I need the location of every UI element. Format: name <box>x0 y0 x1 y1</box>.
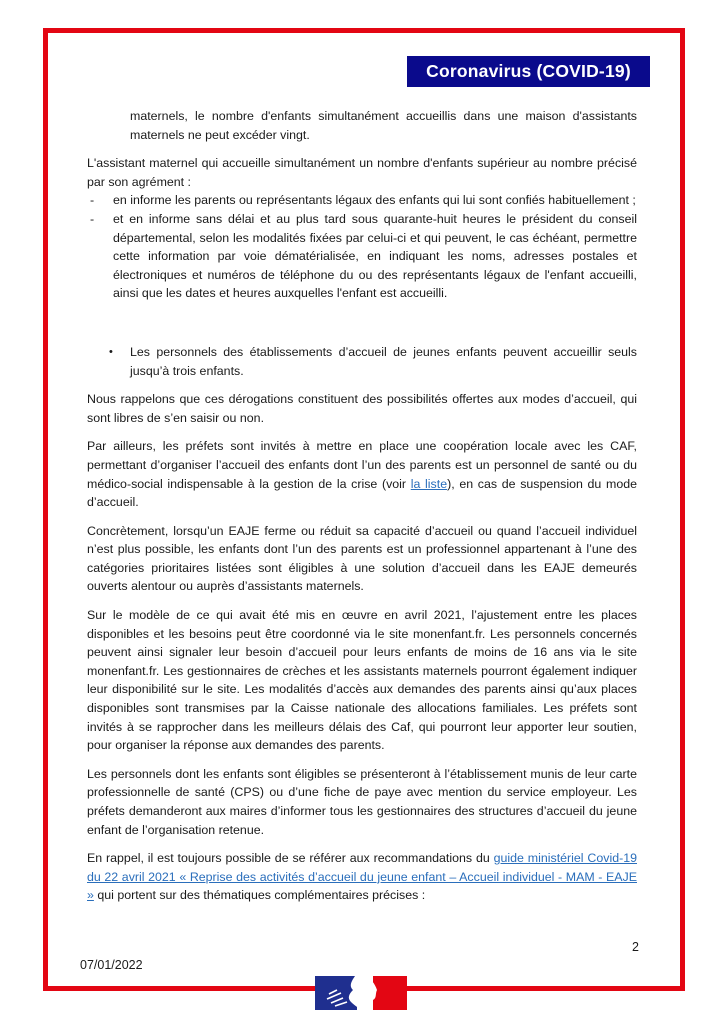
paragraph-concretement: Concrètement, lorsqu’un EAJE ferme ou réduit sa capacité d’accueil ou quand l’accueil individuel n’est plus possible, les enfants dont l’un des parents est un professionnel appartenant à l’une des catégories prioritaires listées sont éligibles à une solution d’accueil dans les EAJE demeurés ouverts alentour ou auprès d’assistants maternels. <box>87 523 637 594</box>
paragraph-rappel: Nous rappelons que ces dérogations constituent des possibilités offertes aux modes d’accueil, qui sont libres de s’en saisir ou non. <box>87 392 637 425</box>
marianne-logo-icon <box>315 976 407 1010</box>
list-item <box>87 210 637 303</box>
list-item <box>87 191 637 210</box>
dash-marker: - <box>90 193 95 208</box>
guide-ministeriel-link[interactable]: guide ministériel Covid-19 du 22 avril 2021 « Reprise des activités d’accueil du jeune enfant – Accueil individuel - MAM - EAJE » <box>87 851 637 903</box>
paragraph-text: qui portent sur des thématiques complémentaires précises : <box>93 888 426 903</box>
list-item-text: Les personnels des établissements d’accueil de jeunes enfants peuvent accueillir seuls jusqu’à trois enfants. <box>130 344 637 378</box>
bullet-list <box>87 343 637 380</box>
la-liste-link[interactable]: la liste <box>410 476 448 491</box>
paragraph-continuation: maternels, le nombre d'enfants simultanément accueillis dans une maison d'assistants maternels ne peut excéder vingt. <box>130 109 637 142</box>
bullet-icon: • <box>109 345 113 358</box>
header-title: Coronavirus (COVID-19) <box>426 61 631 81</box>
paragraph-text: Par ailleurs, les préfets sont invités à mettre en place une coopération locale avec les CAF, permettant d’organiser l’accueil des enfants dont l’un des parents est un personnel de santé ou du médico-social indispensable à la gestion de la crise (voir <box>87 439 637 491</box>
paragraph-personnels: Les personnels dont les enfants sont éligibles se présenteront à l’établissement munis de leur carte professionnelle de santé (CPS) ou d’une fiche de paye avec mention du service employeur. Les préfets demanderont aux maires d’informer tous les gestionnaires des structures d’accueil du jeune enfant de l’organisation retenue. <box>87 766 637 837</box>
list-item-text: et en informe sans délai et au plus tard sous quarante-huit heures le président du conseil départemental, selon les modalités fixées par celui-ci et qui peuvent, le cas échéant, permettre cette information par voie dématérialisée, en indiquant les noms, adresses postales et électroniques et numéros de téléphone du ou des représentants légaux de l'enfant accueilli, ainsi que les dates et heures auxquelles l'enfant est accueilli. <box>113 211 637 301</box>
dash-marker: - <box>90 211 95 226</box>
paragraph-prefets <box>87 437 637 511</box>
header-banner <box>407 56 650 87</box>
list-item <box>87 343 637 380</box>
page-number: 2 <box>632 940 639 954</box>
list-item-text: en informe les parents ou représentants légaux des enfants qui lui sont confiés habituellement ; <box>113 193 636 208</box>
paragraph-assistant-intro: L'assistant maternel qui accueille simultanément un nombre d'enfants supérieur au nombre précisé par son agrément : <box>87 156 637 189</box>
paragraph-text: ), en cas de suspension du mode d’accueil. <box>87 476 637 510</box>
paragraph-guide <box>87 849 637 905</box>
footer-date: 07/01/2022 <box>80 958 143 972</box>
paragraph-modele: Sur le modèle de ce qui avait été mis en œuvre en avril 2021, l’ajustement entre les places disponibles et les besoins peut être coordonné via le site monenfant.fr. Les personnels concernés peuvent ainsi signaler leur besoin d’accueil pour leurs enfants de moins de 16 ans via le site monenfant.fr. Les gestionnaires de crèches et les assistants maternels pourront également indiquer leur disponibilité sur le site. Les modalités d’accès aux demandes des parents ainsi qu’aux places disponibles sont transmises par la Caisse nationale des allocations familiales. Les préfets sont invités à se rapprocher dans les meilleurs délais des Caf, qui pourront leur apporter leur soutien, pour organiser la réponse aux demandes des parents. <box>87 608 637 753</box>
dash-list <box>87 191 637 303</box>
spacer <box>87 313 637 343</box>
document-body <box>87 107 637 915</box>
paragraph-text: En rappel, il est toujours possible de se référer aux recommandations du <box>87 851 494 866</box>
